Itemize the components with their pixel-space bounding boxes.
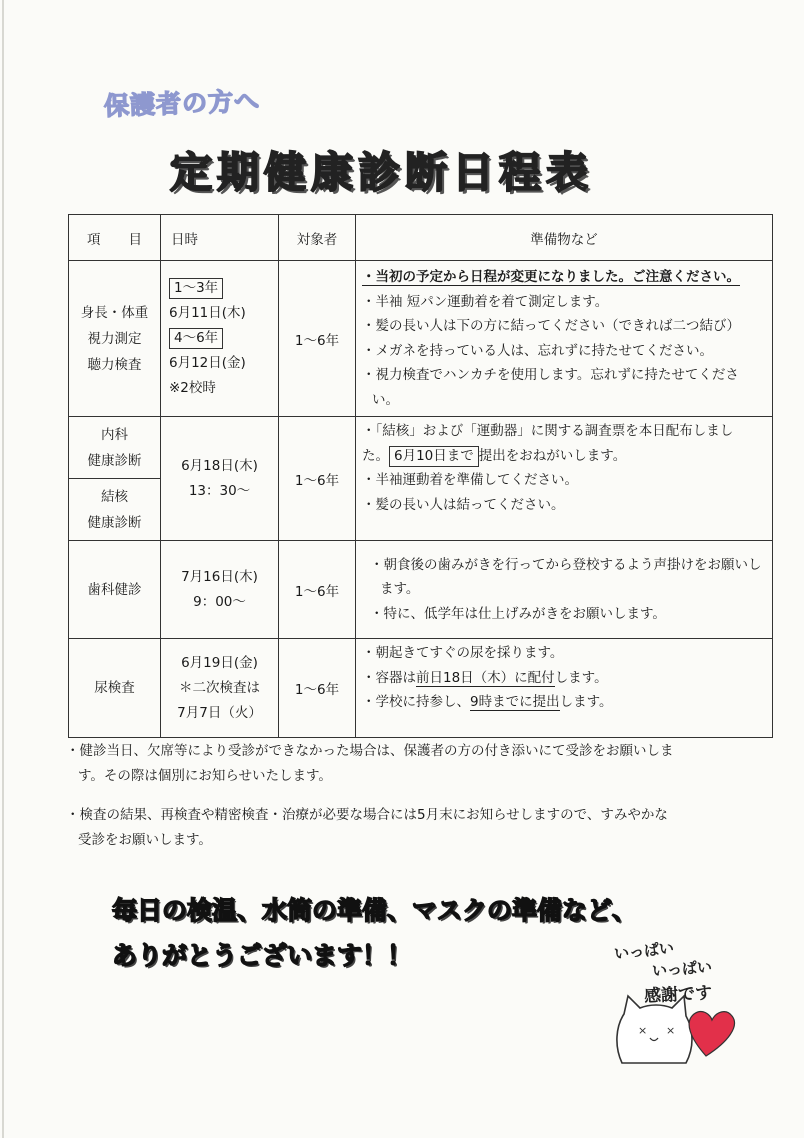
notice-change: ・当初の予定から日程が変更になりました。ご注意ください。 — [362, 269, 740, 285]
note-absence: ・健診当日、欠席等により受診ができなかった場合は、保護者の方の付き添いにて受診をお願いしま す。その際は個別にお知らせいたします。 — [66, 743, 674, 784]
date-cell: 6月18日(木) 13：30～ — [161, 417, 279, 541]
item-cell: 歯科健診 — [69, 541, 161, 639]
item-cell: 結核 健康診断 — [69, 479, 161, 541]
schedule-table — [68, 214, 773, 738]
header-item: 項 目 — [69, 215, 161, 261]
sticker-text-2: いっぱい — [651, 957, 713, 981]
sticker-text-1: いっぱい — [613, 938, 675, 964]
header-date: 日時 — [161, 215, 279, 261]
target-cell: 1～6年 — [279, 639, 356, 738]
page-edge — [2, 0, 4, 1138]
page-title: 定期健康診断日程表 — [170, 148, 594, 197]
target-cell: 1～6年 — [279, 261, 356, 417]
header-target: 対象者 — [279, 215, 356, 261]
svg-text:×: × — [666, 1024, 676, 1037]
header-prep: 準備物など — [356, 215, 773, 261]
target-cell: 1～6年 — [279, 541, 356, 639]
table-row — [69, 417, 773, 479]
table-row — [69, 639, 773, 738]
prep-cell: ・当初の予定から日程が変更になりました。ご注意ください。 ・半袖 短パン運動着を着て測定します。 ・髪の長い人は下の方に結ってください（できれば二つ結び） ・メガネを持っている人は、忘れずに持たせてください。 ・視力検査でハンカチを使用します。忘れずに持たせてくださ い。 — [356, 261, 773, 417]
date-cell: 7月16日(木) 9：00～ — [161, 541, 279, 639]
submission-time-underline: 9時までに提出 — [470, 694, 560, 710]
deadline-box: 6月10日まで — [389, 446, 479, 467]
grade-box: 1～3年 — [169, 278, 223, 299]
item-cell: 内科 健康診断 — [69, 417, 161, 479]
date-cell: 1～3年 6月11日(木) 4～6年 6月12日(金) ※2校時 — [161, 261, 279, 417]
delivery-date-underline: 前日18日（木）に配付 — [416, 669, 555, 686]
svg-text:×: × — [638, 1024, 648, 1037]
prep-cell: ・「結核」および「運動器」に関する調査票を本日配布しまし た。 6月10日まで 提出をおねがいします。 ・半袖運動着を準備してください。 ・髪の長い人は結ってください。 — [356, 417, 773, 541]
item-cell: 尿検査 — [69, 639, 161, 738]
thanks-message: 毎日の検温、水筒の準備、マスクの準備など、 ありがとうございます！！ — [112, 896, 638, 970]
grade-box: 4～6年 — [169, 328, 223, 349]
cat-heart-icon — [610, 938, 750, 1068]
greeting-heading: 保護者の方へ — [103, 86, 261, 121]
prep-cell: ・朝起きてすぐの尿を採ります。 ・容器は前日18日（木）に配付します。 ・学校に持参し、9時までに提出します。 — [356, 639, 773, 738]
target-cell: 1～6年 — [279, 417, 356, 541]
sticker-text-3: 感謝です — [643, 983, 713, 1007]
prep-cell: ・朝食後の歯みがきを行ってから登校するよう声掛けをお願いし ます。 ・特に、低学年は仕上げみがきをお願いします。 — [356, 541, 773, 639]
table-row — [69, 261, 773, 417]
note-results: ・検査の結果、再検査や精密検査・治療が必要な場合には5月末にお知らせしますので、すみやかな 受診をお願いします。 — [66, 807, 668, 848]
table-row — [69, 541, 773, 639]
date-cell: 6月19日(金) ＊二次検査は 7月7日（火） — [161, 639, 279, 738]
table-header-row — [69, 215, 773, 261]
thanks-sticker — [610, 938, 750, 1068]
item-cell: 身長・体重 視力測定 聴力検査 — [69, 261, 161, 417]
